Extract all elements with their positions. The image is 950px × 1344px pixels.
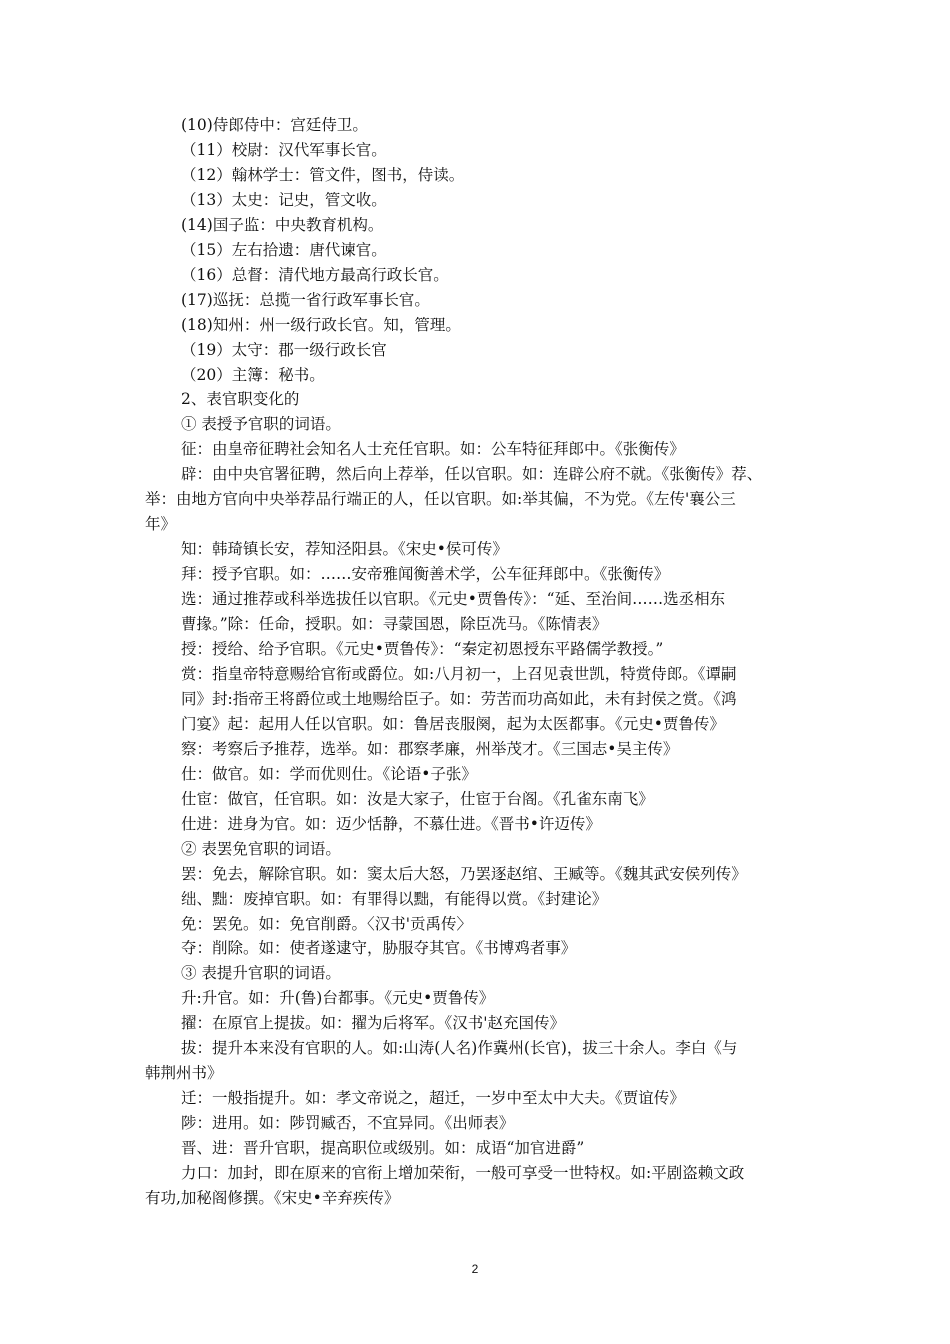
text-line: 赏：指皇帝特意赐给官衔或爵位。如:八月初一，上召见袁世凯，特赏侍郎。《谭嗣 bbox=[181, 664, 737, 683]
text-line: （12）翰林学士：管文件，图书，侍读。 bbox=[181, 165, 465, 184]
text-line: 年》 bbox=[145, 515, 177, 534]
text-line: 门宴》起：起用人任以官职。如：鲁居丧服阕，起为太医都事。《元史•贾鲁传》 bbox=[181, 714, 725, 733]
text-line: 免：罢免。如：免官削爵。〈汉书'贡禹传〉 bbox=[181, 914, 473, 933]
text-line: 拔：提升本来没有官职的人。如:山涛(人名)作冀州(长官)，拔三十余人。李白《与 bbox=[181, 1039, 738, 1058]
text-line: ③ 表提升官职的词语。 bbox=[181, 964, 341, 983]
text-line: 力口：加封，即在原来的官衔上增加荣衔，一般可享受一世特权。如:平剧盗赖文政 bbox=[181, 1164, 745, 1183]
text-line: ② 表罢免官职的词语。 bbox=[181, 839, 341, 858]
text-line: （15）左右拾遗：唐代谏官。 bbox=[181, 240, 387, 259]
text-line: 曹掾。”除：任命，授职。如：寻蒙国恩，除臣冼马。《陈情表》 bbox=[181, 615, 608, 634]
text-line: 知：韩琦镇长安，荐知泾阳县。《宋史•侯可传》 bbox=[181, 540, 508, 559]
page-number: 2 bbox=[471, 1262, 479, 1276]
text-line: 察：考察后予推荐，选举。如：郡察孝廉，州举茂才。《三国志•吴主传》 bbox=[181, 739, 679, 758]
text-line: 韩荆州书》 bbox=[145, 1064, 223, 1083]
text-line: （16）总督：清代地方最高行政长官。 bbox=[181, 265, 449, 284]
text-line: 夺：削除。如：使者遂逮守，胁服夺其官。《书博鸡者事》 bbox=[181, 939, 577, 958]
text-line: （19）太守：郡一级行政长官 bbox=[181, 340, 387, 359]
text-line: 授：授给、给予官职。《元史•贾鲁传》：“秦定初恩授东平路儒学教授。” bbox=[181, 640, 664, 659]
text-line: 仕宦：做官，任官职。如：汝是大家子，仕宦于台阁。《孔雀东南飞》 bbox=[181, 789, 654, 808]
text-line: 陟：进用。如：陟罚臧否，不宜异同。《出师表》 bbox=[181, 1114, 515, 1133]
text-line: （11）校尉：汉代军事长官。 bbox=[181, 140, 387, 159]
text-line: (10)侍郎侍中：宫廷侍卫。 bbox=[181, 116, 368, 134]
text-line: （20）主簿：秘书。 bbox=[181, 365, 325, 384]
text-line: 升:升官。如：升(鲁)台都事。《元史•贾鲁传》 bbox=[181, 989, 495, 1008]
text-line: (17)巡抚：总揽一省行政军事长官。 bbox=[181, 290, 430, 309]
text-line: 拜：授予官职。如：……安帝雅闻衡善术学，公车征拜郎中。《张衡传》 bbox=[181, 565, 670, 584]
text-line: （13）太史：记史，管文收。 bbox=[181, 190, 387, 209]
text-line: 选：通过推荐或科举选拔任以官职。《元史•贾鲁传》：“延、至治间……选丞相东 bbox=[181, 590, 726, 609]
text-line: 迁：一般指提升。如：孝文帝说之，超迁，一岁中至太中大夫。《贾谊传》 bbox=[181, 1089, 685, 1108]
text-line: 征：由皇帝征聘社会知名人士充任官职。如：公车特征拜郎中。《张衡传》 bbox=[181, 440, 685, 459]
text-line: ① 表授予官职的词语。 bbox=[181, 415, 341, 434]
text-line: (14)国子监：中央教育机构。 bbox=[181, 215, 384, 234]
text-line: 晋、进：晋升官职，提高职位或级别。如：成语“加官进爵” bbox=[181, 1139, 585, 1158]
text-line: (18)知州：州一级行政长官。知，管理。 bbox=[181, 315, 461, 334]
body-text bbox=[145, 113, 810, 1211]
text-line: 擢：在原官上提拔。如：擢为后将军。《汉书'赵充国传》 bbox=[181, 1014, 566, 1033]
text-line: 仕进：进身为官。如：迈少恬静，不慕仕进。《晋书•许迈传》 bbox=[181, 814, 601, 833]
text-line: 绌、黜：废掉官职。如：有罪得以黜，有能得以赏。《封建论》 bbox=[181, 889, 608, 908]
text-line: 2、表官职变化的 bbox=[181, 390, 300, 409]
text-line: 辟：由中央官署征聘，然后向上荐举，任以官职。如：连辟公府不就。《张衡传》荐、 bbox=[181, 465, 763, 484]
text-line: 同》封:指帝王将爵位或土地赐给臣子。如：劳苦而功高如此，未有封侯之赏。《鸿 bbox=[181, 689, 737, 708]
text-line: 举：由地方官向中央举荐品行端正的人，任以官职。如:举其偏，不为党。《左传'襄公三 bbox=[145, 490, 736, 509]
text-line: 仕：做官。如：学而优则仕。《论语•子张》 bbox=[181, 764, 477, 783]
text-line: 有功,加秘阁修撰。《宋史•辛弃疾传》 bbox=[145, 1188, 400, 1207]
text-line: 罢：免去，解除官职。如：窦太后大怒，乃罢逐赵绾、王臧等。《魏其武安侯列传》 bbox=[181, 864, 747, 883]
